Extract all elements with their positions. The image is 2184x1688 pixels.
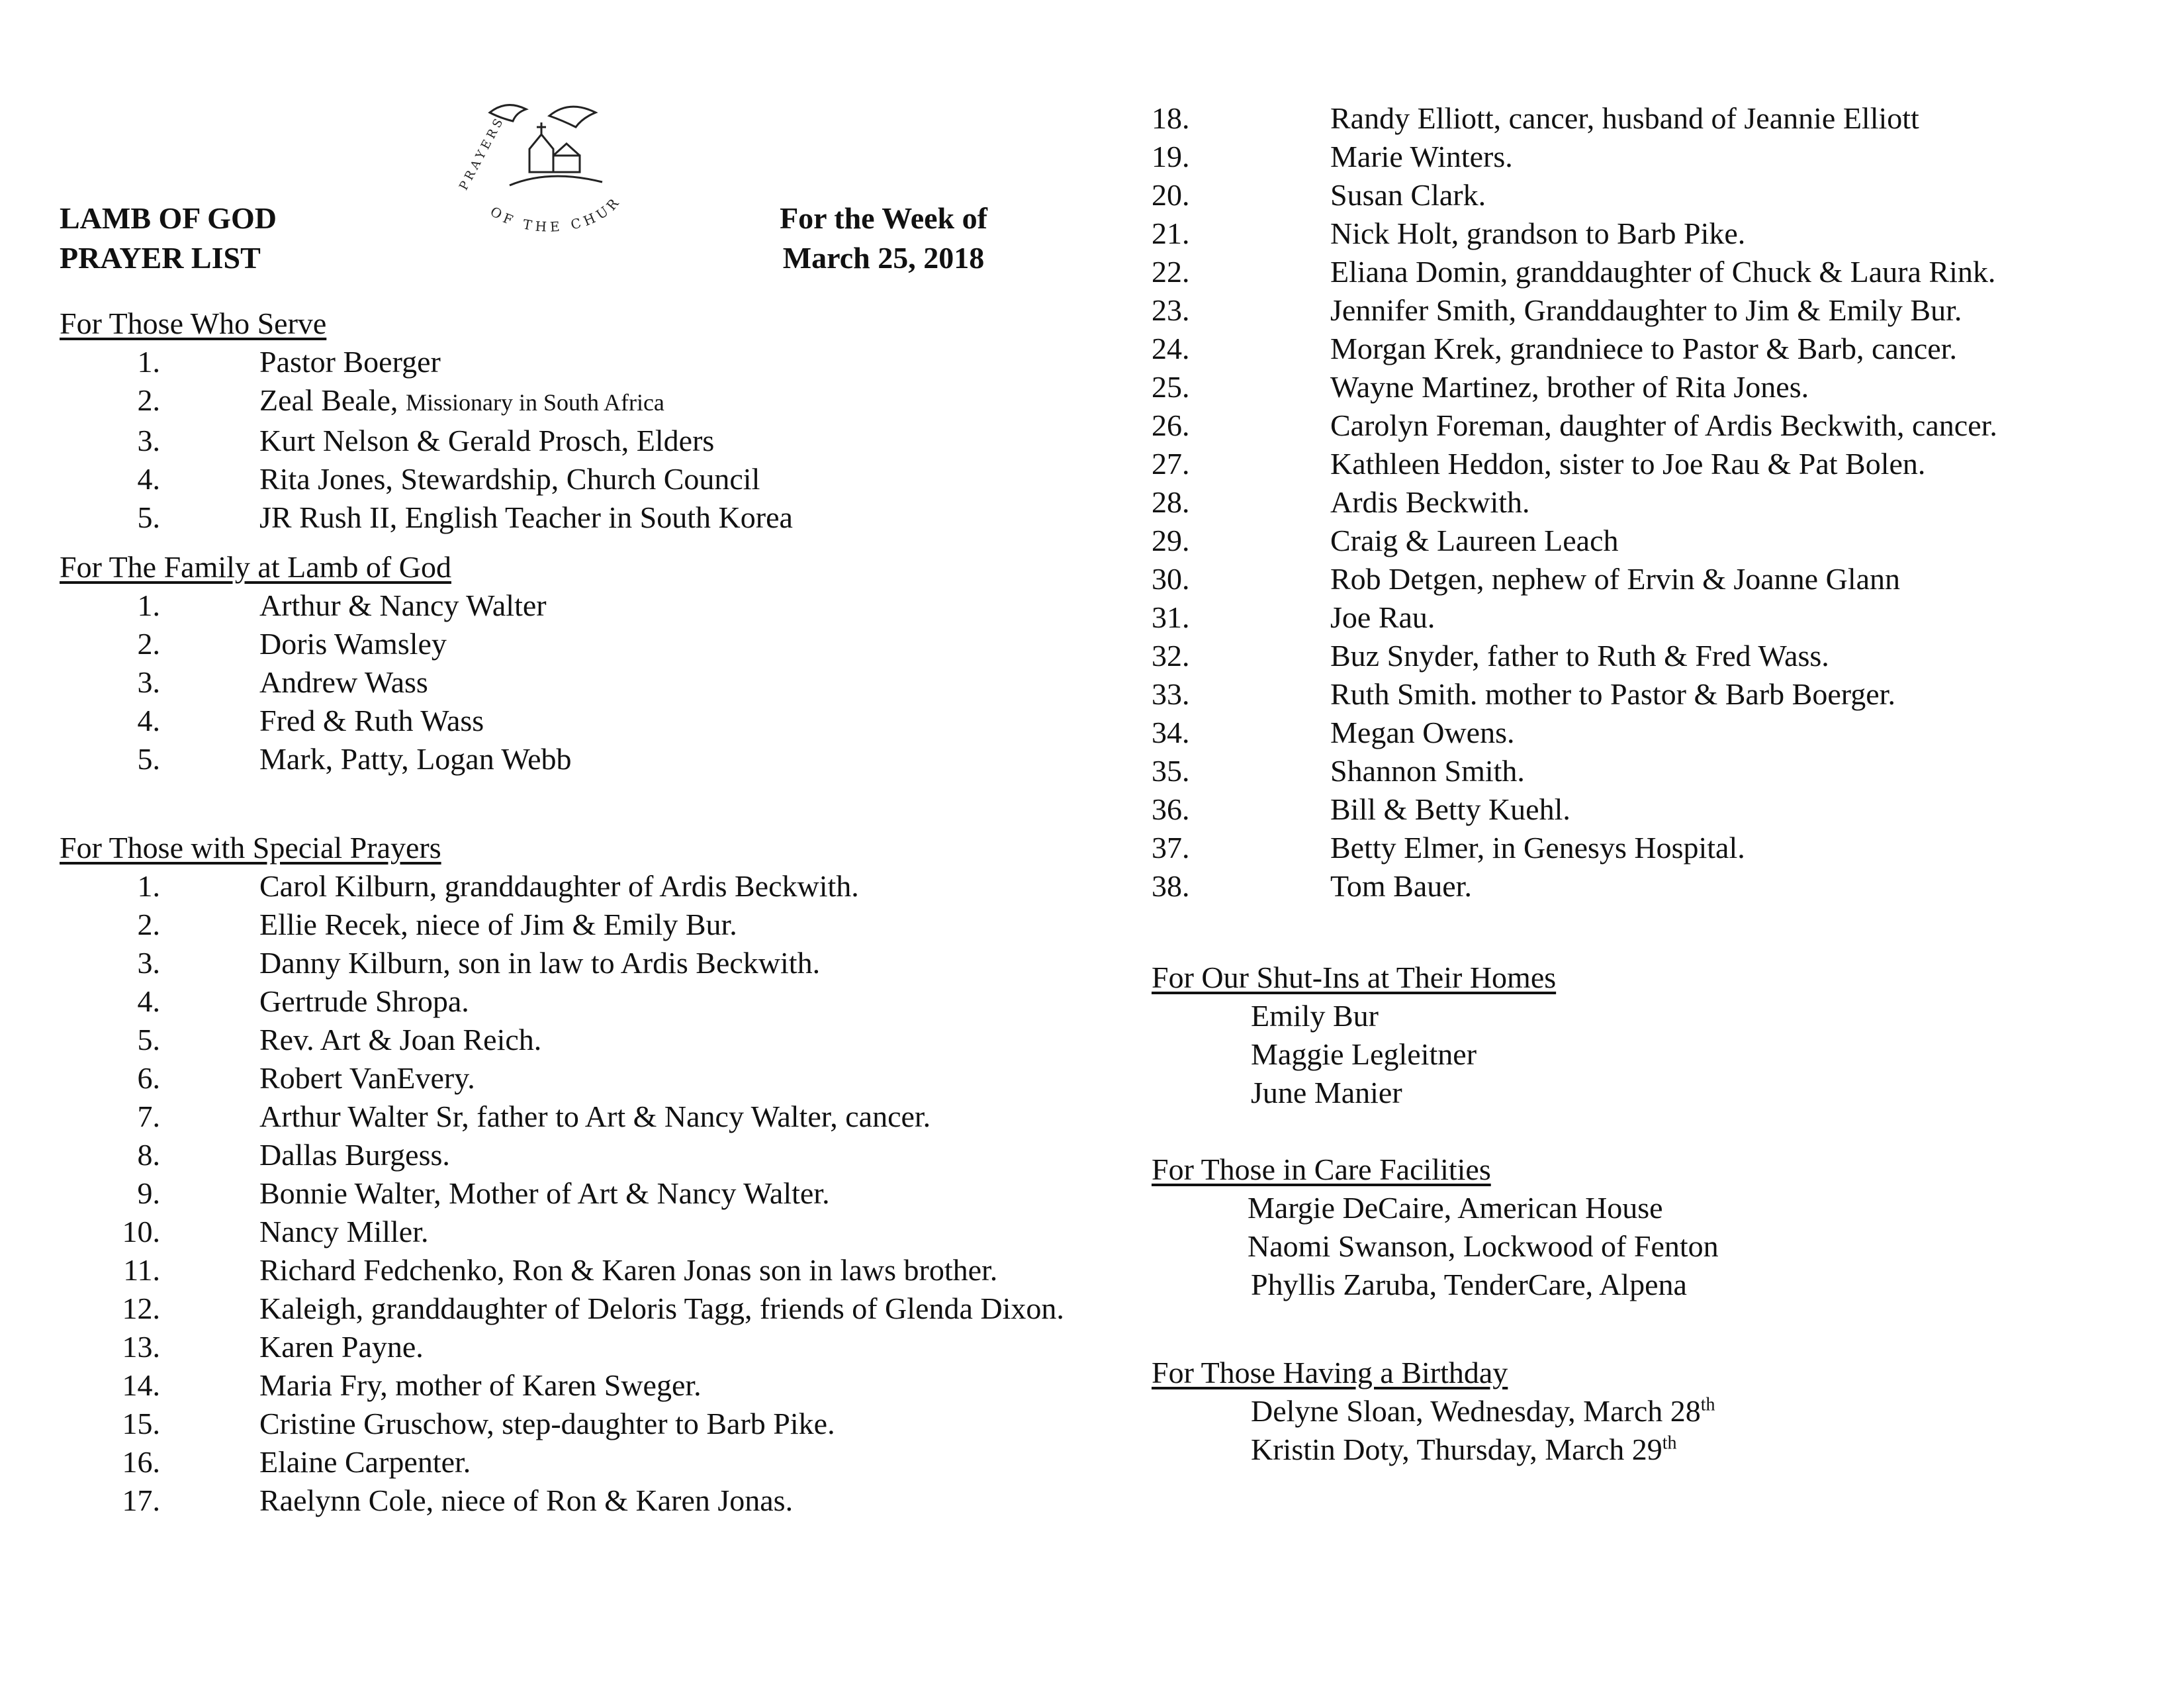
item-text: Megan Owens.	[1330, 716, 1515, 749]
list-item: 5. JR Rush II, English Teacher in South Korea	[137, 500, 793, 534]
item-text: Shannon Smith.	[1330, 754, 1525, 788]
svg-text:PRAYERS	[457, 114, 508, 193]
section-care-facilities	[1152, 1150, 2144, 1304]
section-title: For The Family at Lamb of God	[60, 550, 451, 584]
item-text: Carolyn Foreman, daughter of Ardis Beckwith, cancer.	[1330, 408, 1997, 442]
week-date: March 25, 2018	[782, 241, 985, 275]
item-text: Dallas Burgess.	[259, 1138, 450, 1172]
item-text: Richard Fedchenko, Ron & Karen Jonas son in laws brother.	[259, 1253, 998, 1287]
title-line-2: PRAYER LIST	[60, 241, 261, 275]
item-number: 24.	[1152, 332, 1190, 365]
item-number: 21.	[1152, 216, 1190, 250]
item-number: 33.	[1152, 677, 1190, 711]
item-text: Susan Clark.	[1330, 178, 1486, 212]
item-number: 17.	[122, 1483, 160, 1517]
list-item	[60, 944, 1092, 982]
list-item	[60, 1021, 1092, 1059]
item-number: 29.	[1152, 524, 1190, 557]
item-number: 8.	[137, 1138, 160, 1172]
list-item	[60, 1328, 1092, 1366]
list-item	[60, 1174, 1092, 1213]
care-facilities-list	[1152, 1189, 2144, 1304]
section-special-prayers-continued	[1152, 99, 2144, 906]
list-item	[60, 1136, 1092, 1174]
item-text: Arthur Walter Sr, father to Art & Nancy Walter, cancer.	[259, 1100, 931, 1133]
item-number: 16.	[122, 1445, 160, 1479]
special-prayers-list-continued	[1152, 99, 2144, 906]
item-number: 5.	[137, 1023, 160, 1056]
item-text: Kathleen Heddon, sister to Joe Rau & Pat Bolen.	[1330, 447, 1926, 481]
item-text: Bonnie Walter, Mother of Art & Nancy Walter.	[259, 1176, 830, 1210]
item-text: Buz Snyder, father to Ruth & Fred Wass.	[1330, 639, 1829, 673]
section-shut-ins	[1152, 959, 2144, 1112]
section-title: For Those with Special Prayers	[60, 831, 441, 865]
list-item	[60, 1289, 1092, 1328]
section-title: For Those in Care Facilities	[1152, 1152, 1491, 1186]
list-item	[1152, 522, 2144, 560]
item-number: 32.	[1152, 639, 1190, 673]
list-item	[60, 1251, 1092, 1289]
section-family	[60, 548, 1092, 778]
list-item	[1152, 637, 2144, 675]
item-text: Ardis Beckwith.	[1330, 485, 1530, 519]
list-item	[60, 982, 1092, 1021]
list-item	[1152, 368, 2144, 406]
item-number: 3.	[137, 946, 160, 980]
item-text: Elaine Carpenter.	[259, 1445, 471, 1479]
list-item	[1152, 675, 2144, 714]
item-text: Kaleigh, granddaughter of Deloris Tagg, friends of Glenda Dixon.	[259, 1291, 1064, 1325]
list-item	[1152, 214, 2144, 253]
list-item	[1152, 176, 2144, 214]
list-item: 3. Andrew Wass	[137, 665, 428, 699]
church-logo	[450, 93, 649, 245]
item-text: Eliana Domin, granddaughter of Chuck & Laura Rink.	[1330, 255, 1996, 289]
title-line-1: LAMB OF GOD	[60, 201, 277, 235]
list-item: Margie DeCaire, American House	[1248, 1191, 1663, 1225]
list-item	[60, 1059, 1092, 1098]
item-text: Craig & Laureen Leach	[1330, 524, 1619, 557]
section-birthdays	[1152, 1354, 2144, 1469]
list-item	[1152, 483, 2144, 522]
list-item	[60, 906, 1092, 944]
list-item	[1152, 253, 2144, 291]
list-item: 2. Zeal Beale, Missionary in South Africa	[137, 383, 664, 417]
logo-text-bottom: OF THE CHUR	[487, 192, 625, 235]
item-text: Betty Elmer, in Genesys Hospital.	[1330, 831, 1745, 865]
item-number: 19.	[1152, 140, 1190, 173]
list-item	[60, 867, 1092, 906]
item-text: Tom Bauer.	[1330, 869, 1472, 903]
item-text: Ellie Recek, niece of Jim & Emily Bur.	[259, 908, 737, 941]
section-title: For Those Having a Birthday	[1152, 1356, 1508, 1389]
list-item: Delyne Sloan, Wednesday, March 28th	[1251, 1394, 1715, 1428]
item-number: 37.	[1152, 831, 1190, 865]
list-item	[1152, 330, 2144, 368]
section-title: For Those Who Serve	[60, 306, 327, 340]
list-item	[1152, 598, 2144, 637]
list-item	[60, 1213, 1092, 1251]
item-text: Danny Kilburn, son in law to Ardis Beckwith.	[259, 946, 821, 980]
item-text: Rev. Art & Joan Reich.	[259, 1023, 542, 1056]
list-item: Kristin Doty, Thursday, March 29th	[1251, 1432, 1677, 1466]
item-number: 11.	[123, 1253, 160, 1287]
week-label: For the Week of	[780, 201, 987, 235]
item-number: 4.	[137, 984, 160, 1018]
item-number: 38.	[1152, 869, 1190, 903]
list-item	[1152, 714, 2144, 752]
list-item	[1152, 867, 2144, 906]
list-item	[1152, 138, 2144, 176]
serve-list	[60, 343, 1092, 537]
item-text: Cristine Gruschow, step-daughter to Barb Pike.	[259, 1407, 835, 1440]
item-number: 15.	[122, 1407, 160, 1440]
item-text: Joe Rau.	[1330, 600, 1435, 634]
item-number: 2.	[137, 908, 160, 941]
list-item	[60, 1443, 1092, 1481]
item-number: 12.	[122, 1291, 160, 1325]
list-item: 1. Arthur & Nancy Walter	[137, 588, 547, 622]
item-text: Nancy Miller.	[259, 1215, 429, 1248]
special-prayers-list	[60, 867, 1092, 1520]
item-text: Carol Kilburn, granddaughter of Ardis Beckwith.	[259, 869, 859, 903]
item-text: Randy Elliott, cancer, husband of Jeannie Elliott	[1330, 101, 1919, 135]
list-item: Naomi Swanson, Lockwood of Fenton	[1248, 1229, 1719, 1263]
item-number: 28.	[1152, 485, 1190, 519]
logo-text-top: PRAYERS	[457, 113, 508, 193]
section-title: For Our Shut-Ins at Their Homes	[1152, 961, 1557, 994]
item-number: 27.	[1152, 447, 1190, 481]
item-text: Gertrude Shropa.	[259, 984, 469, 1018]
list-item	[1152, 829, 2144, 867]
list-item: Phyllis Zaruba, TenderCare, Alpena	[1251, 1268, 1687, 1301]
section-special-prayers	[60, 829, 1092, 1520]
list-item	[1152, 99, 2144, 138]
list-item: 5. Mark, Patty, Logan Webb	[137, 742, 572, 776]
item-number: 1.	[137, 869, 160, 903]
item-number: 14.	[122, 1368, 160, 1402]
list-item	[1152, 406, 2144, 445]
list-item	[1152, 560, 2144, 598]
family-list	[60, 586, 1092, 778]
item-text: Bill & Betty Kuehl.	[1330, 792, 1570, 826]
list-item: June Manier	[1251, 1076, 1402, 1109]
list-item: Emily Bur	[1251, 999, 1379, 1033]
list-item	[1152, 752, 2144, 790]
list-item	[60, 1405, 1092, 1443]
list-item	[1152, 790, 2144, 829]
item-text: Nick Holt, grandson to Barb Pike.	[1330, 216, 1746, 250]
week-heading	[761, 199, 1006, 278]
church-dove-icon	[450, 93, 649, 245]
item-number: 34.	[1152, 716, 1190, 749]
list-item	[60, 1481, 1092, 1520]
item-text: Ruth Smith. mother to Pastor & Barb Boerger.	[1330, 677, 1895, 711]
item-text: Morgan Krek, grandniece to Pastor & Barb, cancer.	[1330, 332, 1957, 365]
item-number: 31.	[1152, 600, 1190, 634]
item-number: 10.	[122, 1215, 160, 1248]
birthday-list	[1152, 1392, 2144, 1469]
list-item: 1. Pastor Boerger	[137, 345, 441, 379]
item-number: 35.	[1152, 754, 1190, 788]
list-item: 4. Fred & Ruth Wass	[137, 704, 484, 737]
item-number: 22.	[1152, 255, 1190, 289]
item-number: 26.	[1152, 408, 1190, 442]
item-number: 23.	[1152, 293, 1190, 327]
list-item: 4. Rita Jones, Stewardship, Church Council	[137, 462, 760, 496]
item-number: 30.	[1152, 562, 1190, 596]
item-text: Karen Payne.	[259, 1330, 424, 1364]
shut-ins-list	[1152, 997, 2144, 1112]
item-number: 7.	[137, 1100, 160, 1133]
list-item	[60, 1366, 1092, 1405]
item-text: Raelynn Cole, niece of Ron & Karen Jonas.	[259, 1483, 794, 1517]
list-item	[1152, 445, 2144, 483]
item-text: Maria Fry, mother of Karen Sweger.	[259, 1368, 702, 1402]
document-title	[60, 199, 277, 278]
item-text: Rob Detgen, nephew of Ervin & Joanne Glann	[1330, 562, 1901, 596]
list-item: 3. Kurt Nelson & Gerald Prosch, Elders	[137, 424, 715, 457]
item-text: Robert VanEvery.	[259, 1061, 475, 1095]
list-item	[1152, 291, 2144, 330]
item-number: 13.	[122, 1330, 160, 1364]
section-those-who-serve	[60, 305, 1092, 537]
item-number: 18.	[1152, 101, 1190, 135]
item-number: 25.	[1152, 370, 1190, 404]
item-text: Marie Winters.	[1330, 140, 1513, 173]
item-number: 6.	[137, 1061, 160, 1095]
item-text: Wayne Martinez, brother of Rita Jones.	[1330, 370, 1809, 404]
item-number: 36.	[1152, 792, 1190, 826]
list-item: Maggie Legleitner	[1251, 1037, 1477, 1071]
list-item: 2. Doris Wamsley	[137, 627, 447, 661]
item-number: 9.	[137, 1176, 160, 1210]
list-item	[60, 1098, 1092, 1136]
item-text: Jennifer Smith, Granddaughter to Jim & Emily Bur.	[1330, 293, 1962, 327]
item-number: 20.	[1152, 178, 1190, 212]
